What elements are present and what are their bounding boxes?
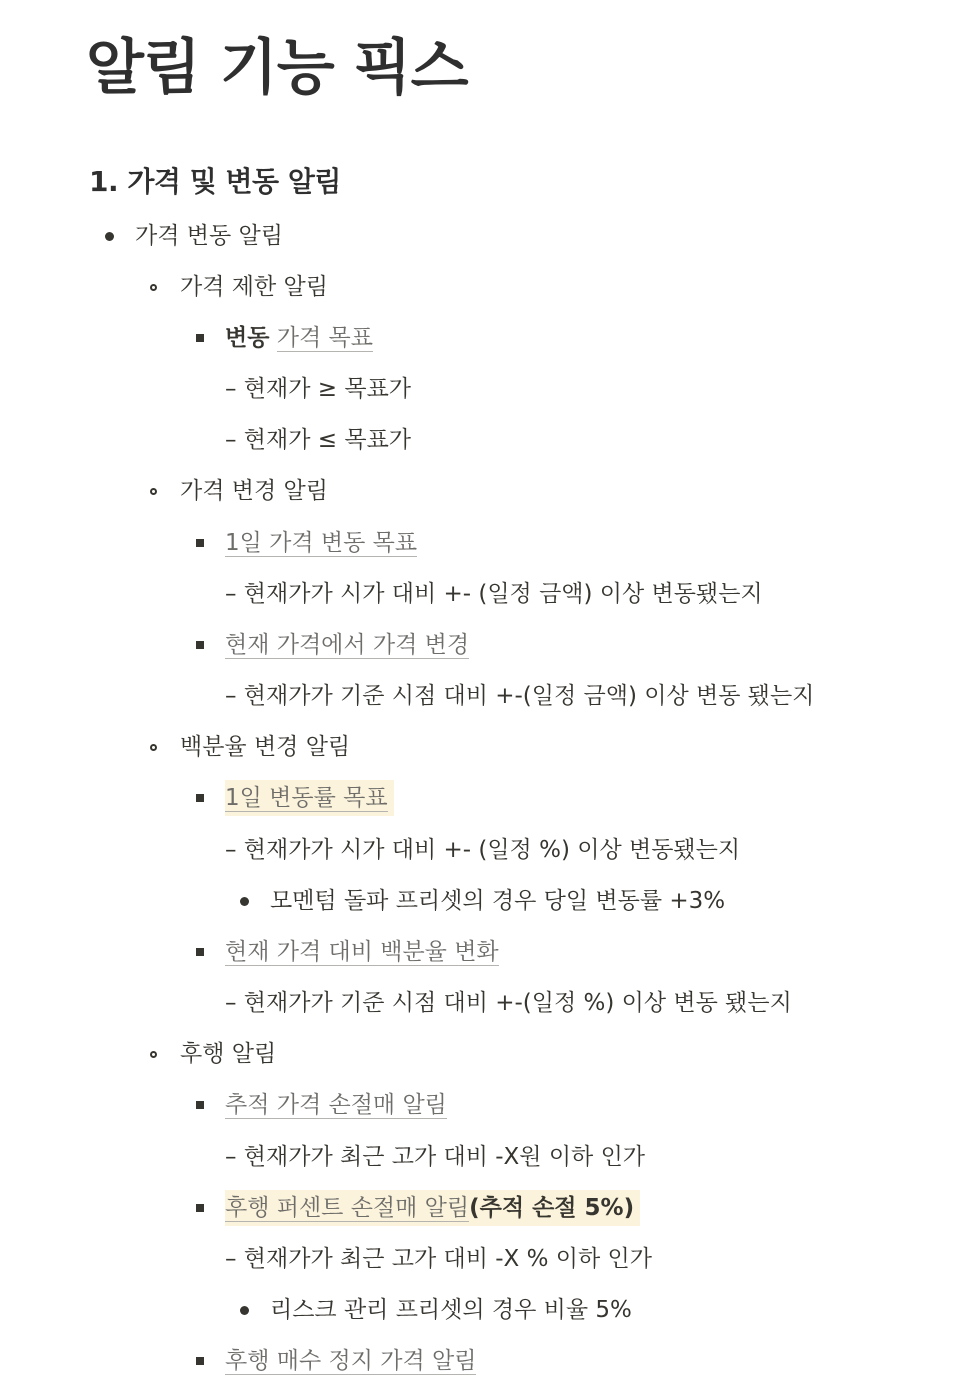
bullet-square bbox=[196, 334, 204, 342]
bullet-circle bbox=[150, 284, 157, 291]
paragraph: – 현재가가 시가 대비 +- (일정 금액) 이상 변동됐는지 bbox=[225, 581, 763, 607]
paragraph: – 현재가가 기준 시점 대비 +-(일정 금액) 이상 변동 됐는지 bbox=[225, 683, 815, 709]
page-link-daily-price-target[interactable]: 1일 가격 변동 목표 bbox=[225, 530, 418, 556]
page-link-price-target[interactable]: 가격 목표 bbox=[276, 325, 373, 351]
bullet-square bbox=[196, 539, 204, 547]
bullet-disc bbox=[240, 1306, 249, 1315]
bullet-disc bbox=[240, 897, 249, 906]
bullet-circle bbox=[150, 1051, 157, 1058]
bullet-square bbox=[196, 794, 204, 802]
paragraph: – 현재가가 최근 고가 대비 -X원 이하 인가 bbox=[225, 1144, 646, 1170]
list-item-content bbox=[225, 320, 373, 356]
list-item-label: 후행 알림 bbox=[180, 1041, 277, 1067]
list-item-label: 가격 제한 알림 bbox=[180, 274, 328, 300]
list-item-label: 모멘텀 돌파 프리셋의 경우 당일 변동률 +3% bbox=[270, 888, 726, 914]
bullet-square bbox=[196, 1101, 204, 1109]
paragraph: – 현재가 ≥ 목표가 bbox=[225, 376, 412, 402]
paragraph: – 현재가가 최근 고가 대비 -X % 이하 인가 bbox=[225, 1246, 652, 1272]
bullet-square bbox=[196, 948, 204, 956]
bold-suffix: (추적 손절 5%) bbox=[469, 1195, 635, 1221]
bullet-square bbox=[196, 1204, 204, 1212]
list-item-label: 가격 변경 알림 bbox=[180, 478, 328, 504]
page-link-trailing-buy-stop[interactable]: 후행 매수 정지 가격 알림 bbox=[225, 1348, 477, 1374]
bullet-disc bbox=[105, 232, 114, 241]
page-link-percent-change-from-current[interactable]: 현재 가격 대비 백분율 변화 bbox=[225, 939, 499, 965]
page-link-trailing-stop-price[interactable]: 추적 가격 손절매 알림 bbox=[225, 1092, 447, 1118]
highlight bbox=[225, 1190, 640, 1226]
list-item-label: 가격 변동 알림 bbox=[135, 223, 283, 249]
page-link-price-change-from-current[interactable]: 현재 가격에서 가격 변경 bbox=[225, 632, 470, 658]
highlight bbox=[225, 780, 394, 816]
page-link-daily-rate-target[interactable]: 1일 변동률 목표 bbox=[225, 785, 388, 811]
paragraph: – 현재가가 기준 시점 대비 +-(일정 %) 이상 변동 됐는지 bbox=[225, 990, 792, 1016]
paragraph: – 현재가가 시가 대비 +- (일정 %) 이상 변동됐는지 bbox=[225, 837, 741, 863]
bullet-circle bbox=[150, 488, 157, 495]
list-item-label: 백분율 변경 알림 bbox=[180, 734, 351, 760]
bullet-square bbox=[196, 641, 204, 649]
section-heading: 1. 가격 및 변동 알림 bbox=[89, 165, 341, 198]
page-title: 알림 기능 픽스 bbox=[86, 33, 468, 103]
bullet-circle bbox=[150, 744, 157, 751]
paragraph: – 현재가 ≤ 목표가 bbox=[225, 427, 412, 453]
bullet-square bbox=[196, 1357, 204, 1365]
bold-text: 변동 bbox=[225, 325, 270, 351]
page-link-trailing-percent-stop[interactable]: 후행 퍼센트 손절매 알림 bbox=[225, 1195, 470, 1221]
list-item-label: 리스크 관리 프리셋의 경우 비율 5% bbox=[270, 1297, 632, 1323]
